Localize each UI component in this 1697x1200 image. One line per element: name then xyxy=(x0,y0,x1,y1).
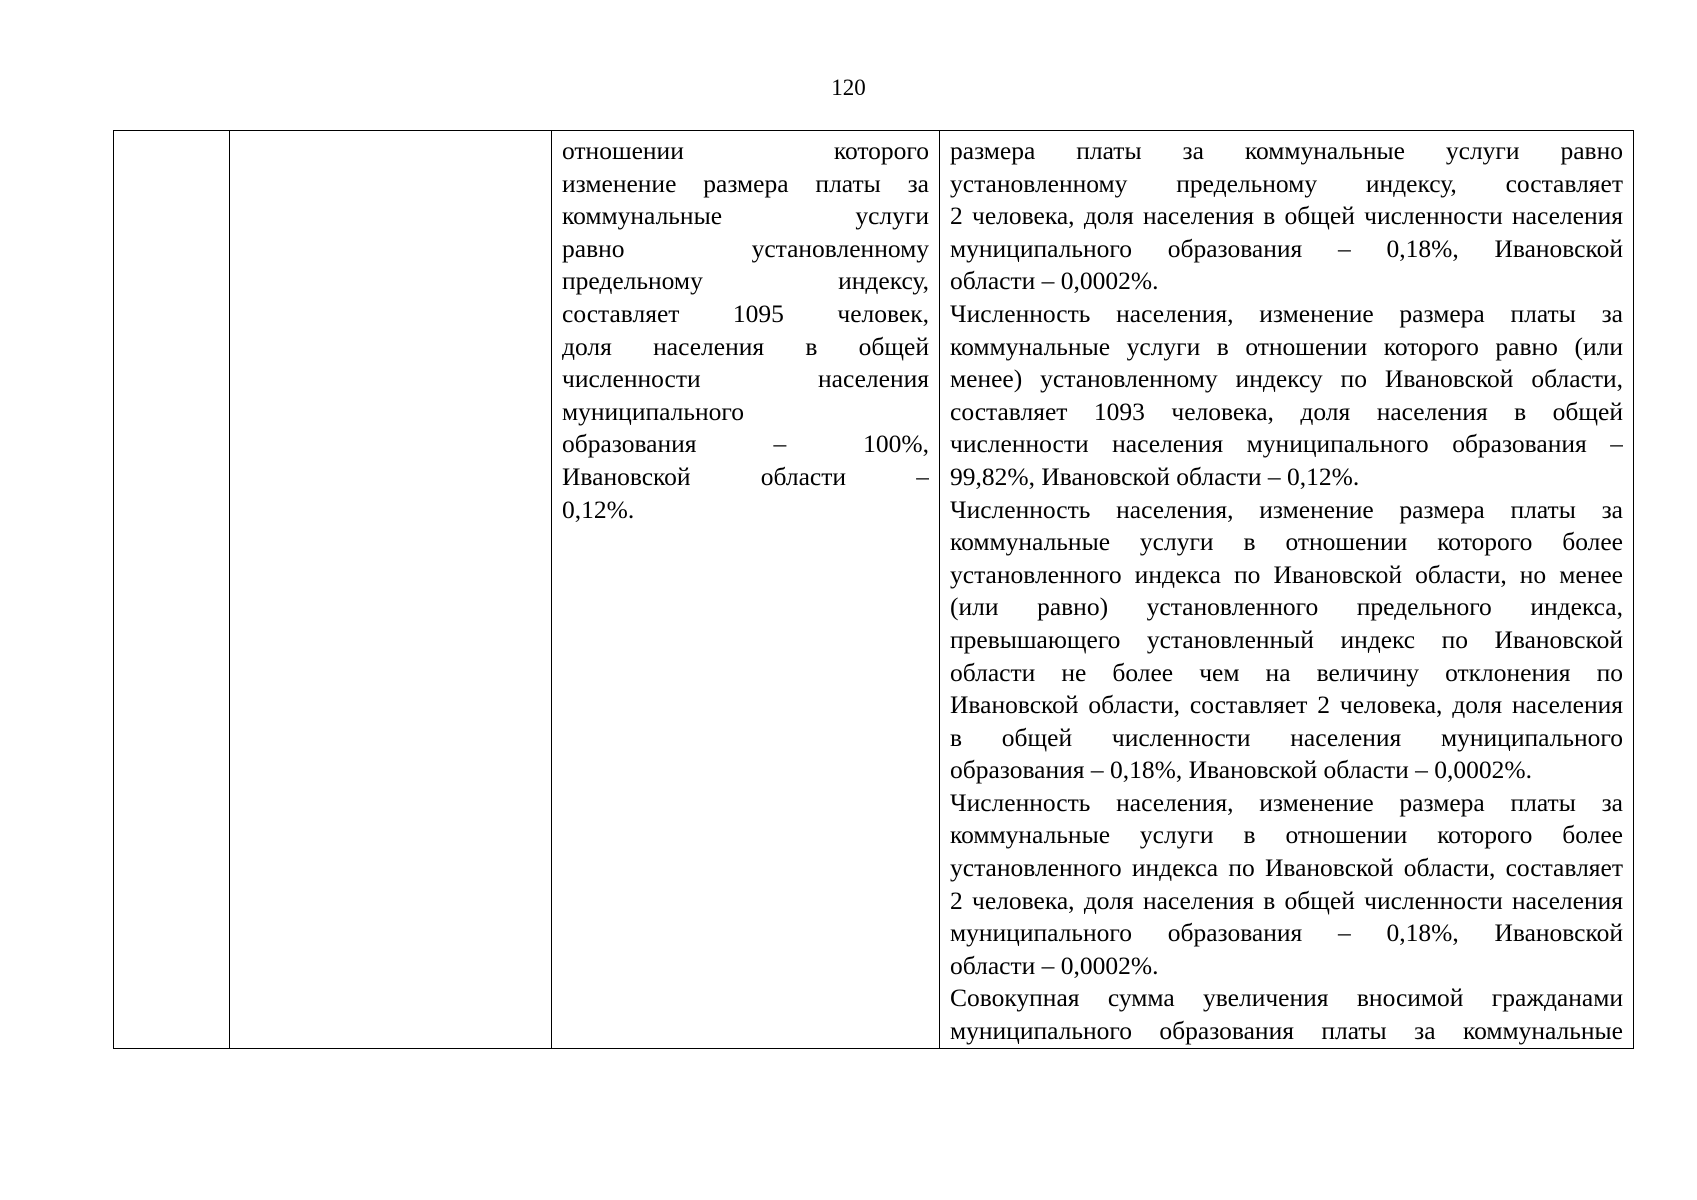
table-row xyxy=(114,131,1634,1049)
text-line: превышающего установленный индекс по Ивановской xyxy=(950,624,1623,654)
text-line: равно установленному xyxy=(562,233,929,263)
text-line: размера платы за коммунальные услуги равно xyxy=(950,136,1623,165)
text-line: Численность населения, изменение размера платы за xyxy=(950,494,1623,524)
page-number: 120 xyxy=(831,75,866,100)
text-line: Численность населения, изменение размера платы за xyxy=(950,298,1623,328)
table-cell-details xyxy=(940,131,1634,1049)
text-line: 2 человека, доля населения в общей численности населения xyxy=(950,201,1623,231)
text-line: 0,12%. xyxy=(562,494,635,524)
text-line: установленного индекса по Ивановской области, составляет xyxy=(950,853,1623,883)
text-line: предельному индексу, xyxy=(562,266,929,296)
text-line: муниципального образования – 0,18%, Ивановской xyxy=(950,233,1623,263)
text-line: образования – 100%, xyxy=(562,429,929,459)
text-line: установленного индекса по Ивановской области, но менее xyxy=(950,559,1623,589)
paragraph xyxy=(950,135,1623,298)
text-line: области – 0,0002%. xyxy=(950,266,1159,296)
paragraph xyxy=(950,298,1623,494)
text-line: коммунальные услуги xyxy=(562,201,929,231)
table-cell-empty-1 xyxy=(114,131,230,1049)
text-line: образования – 0,18%, Ивановской области – 0,0002%. xyxy=(950,755,1533,785)
details-text xyxy=(950,135,1623,1048)
paragraph xyxy=(950,787,1623,983)
text-line: численности населения xyxy=(562,364,929,394)
text-line: коммунальные услуги в отношении которого равно (или xyxy=(950,331,1623,361)
content-table xyxy=(113,130,1634,1049)
text-line: муниципального образования платы за коммунальные xyxy=(950,1016,1623,1046)
paragraph xyxy=(950,494,1623,787)
description-text xyxy=(562,135,929,526)
text-line: Ивановской области, составляет 2 человека, доля населения xyxy=(950,690,1623,720)
text-line: муниципального образования – 0,18%, Ивановской xyxy=(950,918,1623,948)
text-line: муниципального xyxy=(562,396,744,426)
text-line: Численность населения, изменение размера платы за xyxy=(950,787,1623,817)
text-line: Совокупная сумма увеличения вносимой гражданами xyxy=(950,983,1623,1013)
text-line: коммунальные услуги в отношении которого более xyxy=(950,820,1623,850)
text-line: составляет 1095 человек, xyxy=(562,298,929,328)
text-line: 99,82%, Ивановской области – 0,12%. xyxy=(950,461,1360,491)
paragraph xyxy=(950,982,1623,1047)
text-line: коммунальные услуги в отношении которого более xyxy=(950,527,1623,557)
text-line: в общей численности населения муниципального xyxy=(950,722,1623,752)
text-line: области – 0,0002%. xyxy=(950,950,1159,980)
text-line: (или равно) установленного предельного индекса, xyxy=(950,592,1623,622)
text-line: доля населения в общей xyxy=(562,331,929,361)
text-line: отношении которого xyxy=(562,136,929,165)
text-line: области не более чем на величину отклонения по xyxy=(950,657,1623,687)
table-cell-empty-2 xyxy=(230,131,552,1049)
table-cell-description xyxy=(552,131,940,1049)
text-line: численности населения муниципального образования – xyxy=(950,429,1623,459)
text-line: Ивановской области – xyxy=(562,461,929,491)
text-line: изменение размера платы за xyxy=(562,168,929,198)
text-line: 2 человека, доля населения в общей численности населения xyxy=(950,885,1623,915)
text-line: установленному предельному индексу, составляет xyxy=(950,168,1623,198)
text-line: составляет 1093 человека, доля населения в общей xyxy=(950,396,1623,426)
text-line: менее) установленному индексу по Ивановской области, xyxy=(950,364,1623,394)
